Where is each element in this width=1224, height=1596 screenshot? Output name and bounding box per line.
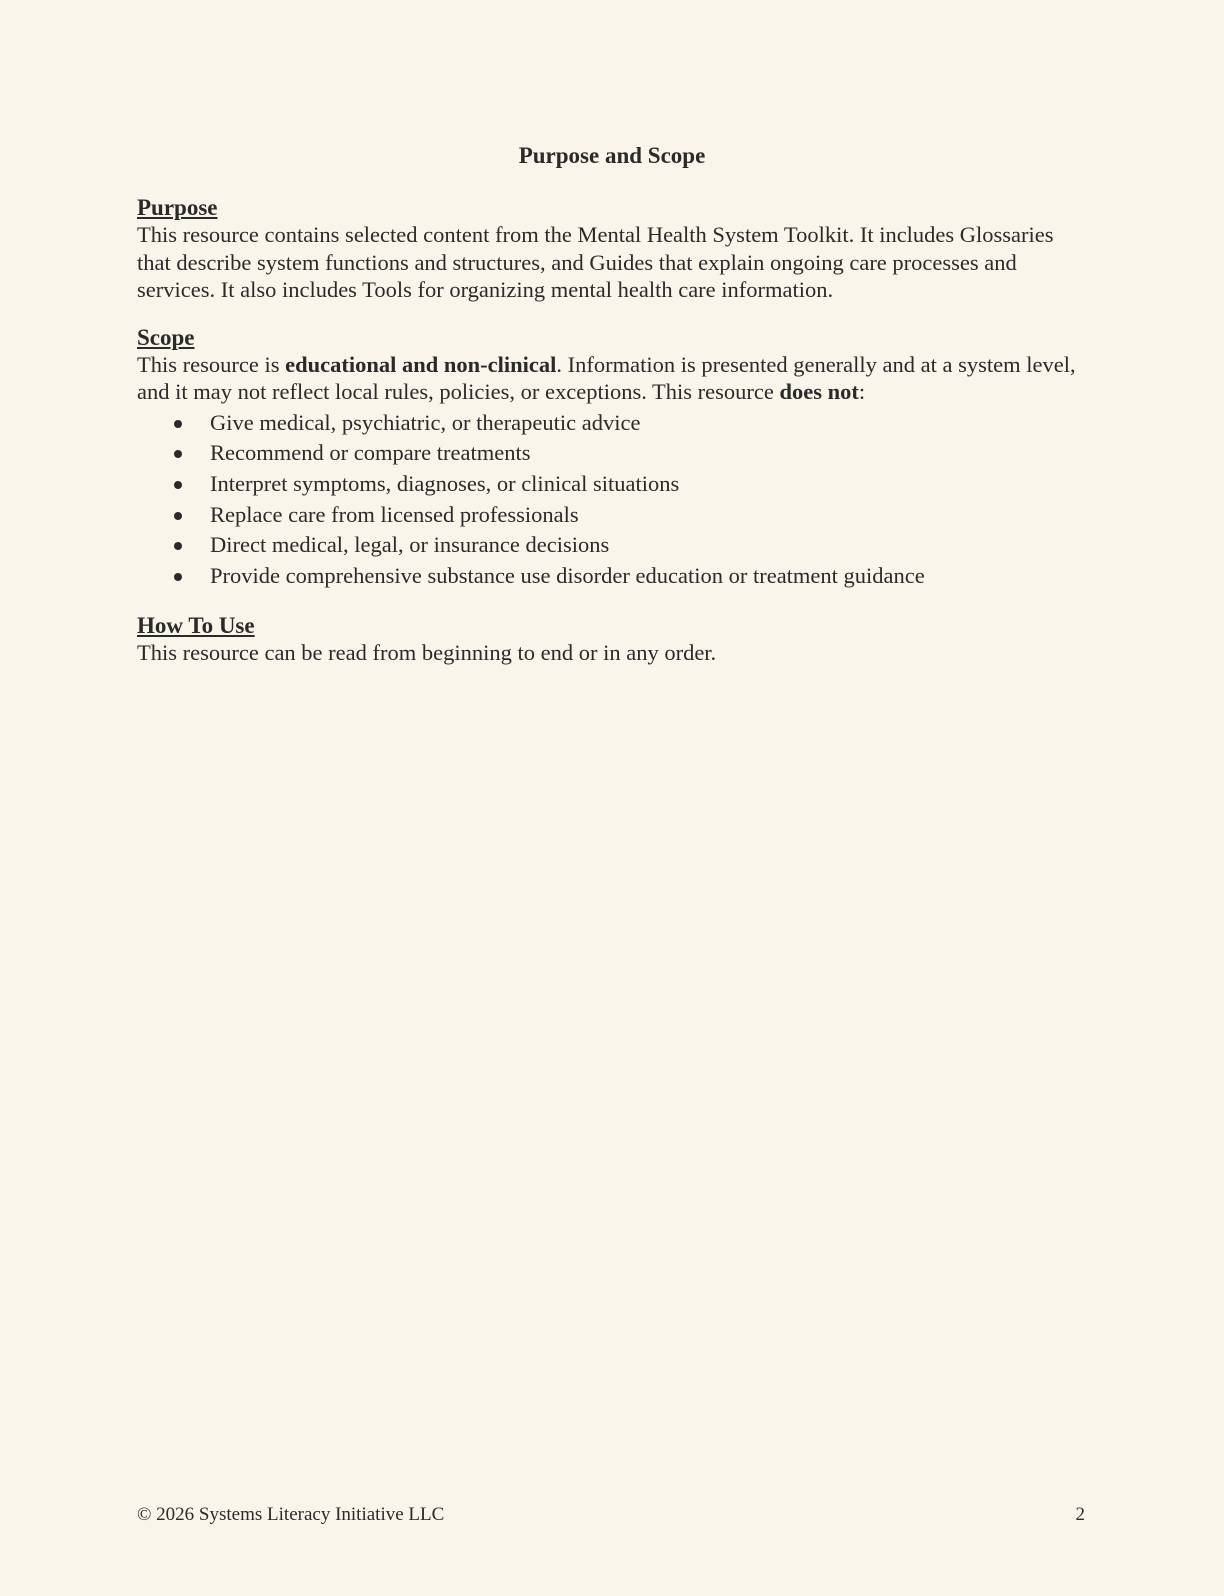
- scope-heading: Scope: [137, 324, 195, 350]
- scope-intro: [137, 351, 1087, 406]
- page-title: Purpose and Scope: [518, 143, 706, 168]
- list-item: [137, 408, 1087, 439]
- how-to-use-section: [137, 612, 1087, 667]
- list-item-text: Direct medical, legal, or insurance decisions: [210, 532, 610, 558]
- scope-exclusions-list: [137, 408, 1087, 592]
- list-item: [137, 500, 1087, 531]
- purpose-section: [137, 194, 1087, 304]
- list-item: [137, 469, 1087, 500]
- purpose-heading: Purpose: [137, 195, 218, 220]
- bullet-icon: [174, 573, 182, 581]
- purpose-text: This resource contains selected content from the Mental Health System Toolkit. It includes Glossaries that describe system functions and structures, and Guides that explain ongoing care processes and services. It also includes Tools for organizing mental health care information.: [137, 222, 1054, 302]
- document-page: [137, 140, 1087, 686]
- page-number: 2: [1075, 1504, 1085, 1525]
- list-item: [137, 530, 1087, 561]
- scope-intro-emphasis-2: does not: [779, 379, 859, 404]
- footer-copyright: © 2026 Systems Literacy Initiative LLC: [137, 1504, 445, 1525]
- list-item-text: Provide comprehensive substance use disorder education or treatment guidance: [210, 563, 925, 589]
- list-item-text: Give medical, psychiatric, or therapeutic advice: [210, 409, 641, 435]
- bullet-icon: [174, 542, 182, 550]
- list-item-text: Replace care from licensed professionals: [210, 501, 579, 527]
- how-to-use-text: This resource can be read from beginning to end or in any order.: [137, 639, 717, 665]
- scope-intro-post: :: [858, 379, 866, 404]
- list-item-text: Recommend or compare treatments: [210, 440, 531, 466]
- bullet-icon: [174, 420, 182, 428]
- bullet-icon: [174, 512, 182, 520]
- list-item-text: Interpret symptoms, diagnoses, or clinical situations: [210, 470, 680, 496]
- scope-intro-mid: . Information is presented generally and at a system level, and it may not reflect local rules, policies, or exceptions. This resource: [137, 351, 1076, 404]
- scope-section: [137, 324, 1087, 592]
- how-to-use-heading: How To Use: [137, 612, 255, 638]
- bullet-icon: [174, 481, 182, 489]
- list-item: [137, 561, 1087, 592]
- list-item: [137, 438, 1087, 469]
- scope-intro-emphasis: educational and non-clinical: [285, 351, 557, 377]
- bullet-icon: [174, 450, 182, 458]
- scope-intro-pre: This resource is: [137, 351, 286, 377]
